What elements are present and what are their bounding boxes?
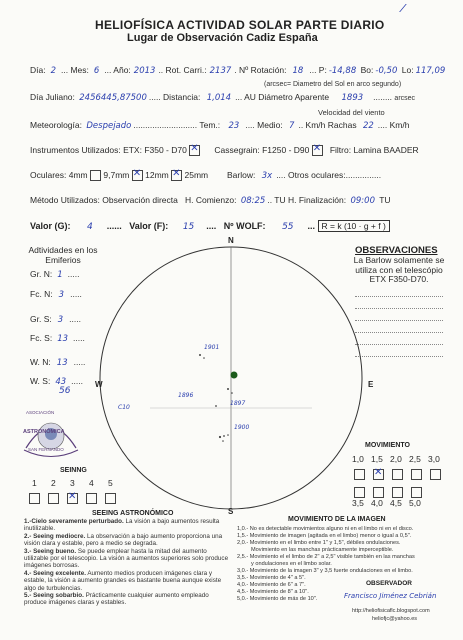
group-label: 1896 bbox=[178, 392, 194, 399]
instruments-row: Instrumentos Utilizados: ETX: F350 - D70 ✕ Cassegrain: F1250 - D90 ✕ Filtro: Lamina BAADER bbox=[30, 145, 419, 156]
metodo-row: Método Utilizados: Observación directa H. Comienzo: 08:25 .. TU H. Finalización: 09:00 TU bbox=[30, 195, 391, 206]
barlow-value: 3x bbox=[261, 171, 273, 181]
spot bbox=[227, 388, 229, 390]
disk-west-label: W bbox=[95, 380, 103, 389]
mov-5-0-checkbox[interactable] bbox=[411, 487, 422, 498]
seeing-5-checkbox[interactable] bbox=[105, 493, 116, 504]
observador-mail[interactable]: heliofjc@yahoo.es bbox=[372, 616, 418, 622]
julian-row: Día Juliano: 2456445,87500 ..... Distancia: 1,014 ... AU Diámetro Aparente 1893 ........ arcsec bbox=[30, 92, 416, 103]
ano-value: 2013 bbox=[133, 66, 156, 76]
seeing-4-checkbox[interactable] bbox=[86, 493, 97, 504]
spot bbox=[203, 357, 205, 359]
mov-imagen-title: MOVIMIENTO DE LA IMAGEN bbox=[288, 516, 386, 523]
page-subtitle: Lugar de Observación Cadiz España bbox=[127, 32, 318, 44]
mov-2-5-checkbox[interactable] bbox=[411, 469, 422, 480]
seeing-astro-title: SEEING ASTRONÓMICO bbox=[92, 510, 174, 517]
observaciones-title: OBSERVACIONES bbox=[355, 245, 438, 256]
spot bbox=[199, 354, 201, 356]
seeing-title: SEINNG bbox=[60, 467, 87, 474]
mov-4-5-checkbox[interactable] bbox=[392, 487, 403, 498]
spot bbox=[223, 435, 225, 437]
mov-imagen-item: y ondulaciones en el limbo solar. bbox=[251, 561, 332, 567]
mov-imagen-item: 4,5.- Movimiento de 8" a 10". bbox=[237, 589, 309, 595]
p-value: -14,88 bbox=[328, 66, 357, 76]
mov-2-0-checkbox[interactable] bbox=[392, 469, 403, 480]
medio-value: 7 bbox=[289, 121, 295, 131]
mov-imagen-item: Movimiento en las manchas prácticamente imperceptible. bbox=[251, 547, 394, 553]
mov-imagen-item: 2,0.- Movimiento en el limbo entre 1" y 1,5", débiles ondulaciones. bbox=[237, 540, 401, 546]
seeing-astro-item: 2.- Seeing mediocre. La observación a bajo aumento proporciona una visión clara y estable, pero a medio se degrada. bbox=[24, 532, 223, 548]
meteo-row: Meteorología: Despejado ........................... Tem.: 23 .... Medio: 7 .. Km/h Rachas 22 .... Km/h bbox=[30, 120, 410, 131]
mov-imagen-item: 1,5.- Movimiento de imagen (agitada en el limbo) menor o igual a 0,5". bbox=[237, 533, 412, 539]
seeing-astro-item: 5.- Seeing sobarbio. Prácticamente cualquier aumento empleado produce imágenes claras y estables. bbox=[24, 592, 209, 607]
astronomical-association-logo bbox=[16, 408, 86, 462]
seeing-numbers: 1 2 3 4 5 bbox=[32, 478, 113, 488]
comienzo-value: 08:25 bbox=[240, 196, 266, 206]
observador-label: OBSERVADOR bbox=[366, 580, 412, 587]
tem-value: 23 bbox=[228, 121, 240, 131]
sun-disk-diagram bbox=[90, 232, 380, 522]
mov-4-0-checkbox[interactable] bbox=[373, 487, 384, 498]
logo-top-text: ASOCIACIÓN bbox=[26, 410, 55, 415]
etx-checkbox[interactable] bbox=[189, 145, 200, 156]
seeing-astro-item: 3.- Seeing bueno. Se puede emplear hasta la mitad del aumento utilizable por el telescopio. La visión a aumentos superiores solo produce imágenes borrosas. bbox=[24, 547, 229, 570]
page-title: HELIOFÍSICA ACTIVIDAD SOLAR PARTE DIARIO bbox=[95, 18, 385, 32]
wind-title: Velocidad del viento bbox=[318, 108, 385, 117]
spot bbox=[219, 436, 221, 438]
hemisferios-title: Adtividades en los Emiferios bbox=[28, 245, 98, 265]
final-value: 09:00 bbox=[350, 196, 375, 206]
seeing-checkboxes bbox=[29, 490, 116, 508]
mov-3-0-checkbox[interactable] bbox=[430, 469, 441, 480]
mov-imagen-item: 1,0.- No es detectable movimientos alguno ni en el limbo ni en el disco. bbox=[237, 526, 414, 532]
movimiento-row1: 1,0 1,5 2,0 2,5 3,0 bbox=[352, 454, 440, 464]
mov-imagen-item: 2,5.- Movimiento el el limbo de 2" a 2,5" visible también en las manchas bbox=[237, 554, 415, 560]
dist-value: 1,014 bbox=[206, 93, 232, 103]
ocular-12mm-checkbox[interactable] bbox=[171, 170, 182, 181]
valores-row: Valor (G): 4 ...... Valor (F): 15 .... Nº WOLF: 55 ... R = k (10 · g + f ) bbox=[30, 221, 390, 232]
seeing-astro-item: 1.-Cielo severamente perturbado. La visión a bajo aumentos resulta inutilizable. bbox=[24, 518, 220, 533]
gs-row: Gr. S: 3 ..... bbox=[30, 314, 81, 325]
julian-value: 2456445,87500 bbox=[79, 93, 147, 103]
observador-signature: Francisco Jiménez Cebrián bbox=[344, 592, 437, 600]
spot bbox=[222, 440, 224, 442]
date-row: Día: 2 ... Mes: 6 ... Año: 2013 .. Rot. Carri.: 2137 . Nº Rotación: 18 ... P: -14,88 Bo: -0,50 Lo: 117,09 bbox=[30, 65, 446, 76]
mov-imagen-item: 3,0.- Movimiento de la imagen 3" y 3,5 fuerte ondulaciones en el limbo. bbox=[237, 568, 413, 574]
fcs-row: Fc. S: 13 ..... bbox=[30, 333, 85, 344]
mov-1-5-checkbox[interactable] bbox=[373, 469, 384, 480]
rachas-value: 22 bbox=[362, 121, 374, 131]
seeing-astro-item: 4.- Seeing excelente. Aumento medios producen imágenes clara y estable, la visión a aumento grandes es bastante buena aunque existe algo de turbulencias. bbox=[24, 569, 222, 592]
ocular-97mm-checkbox[interactable] bbox=[132, 170, 143, 181]
rot-value: 2137 bbox=[209, 66, 232, 76]
movimiento-row2: 3,5 4,0 4,5 5,0 bbox=[352, 498, 421, 508]
fcn-row: Fc. N: 3 ..... bbox=[30, 289, 82, 300]
corner-mark: ⁄ bbox=[402, 2, 404, 15]
mov-imagen-item: 4,0.- Movimiento de 6" a 7". bbox=[237, 582, 306, 588]
seeing-3-checkbox[interactable] bbox=[67, 493, 78, 504]
observaciones-text: La Barlow solamente se utiliza con el telescópio ETX F350-D70. bbox=[353, 255, 445, 284]
wn-row: W. N: 13 ..... bbox=[30, 357, 86, 368]
mov-imagen-item: 3,5.- Movimiento de 4" a 5". bbox=[237, 575, 306, 581]
logo-mid-text: ASTRONÓMICA bbox=[23, 429, 65, 435]
group-label: 1900 bbox=[234, 424, 250, 431]
logo-sub-text: SAN FERNANDO bbox=[28, 447, 64, 452]
oculares-row: Oculares: 4mm 9,7mm ✕ 12mm ✕ 25mm Barlow: 3x .... Otros oculares:............... bbox=[30, 170, 381, 181]
diam-value: 1893 bbox=[341, 93, 364, 103]
c-label: C10 bbox=[118, 404, 130, 411]
observador-web[interactable]: http://heliofisicaflc.blogspot.com bbox=[352, 608, 430, 614]
f-value: 15 bbox=[182, 222, 195, 232]
wolf-value: 55 bbox=[282, 222, 294, 232]
spot bbox=[231, 392, 233, 394]
mov-imagen-item: 5,0.- Movimiento de más de 10". bbox=[237, 596, 318, 602]
g-value: 4 bbox=[87, 222, 93, 232]
ws-row: W. S: 43 ..... bbox=[30, 376, 83, 387]
spot-green bbox=[231, 372, 238, 379]
wolf-formula: R = k (10 · g + f ) bbox=[318, 220, 390, 232]
seeing-astro-list bbox=[24, 518, 229, 607]
l-value: 117,09 bbox=[415, 66, 446, 76]
mov-3-5-checkbox[interactable] bbox=[354, 487, 365, 498]
cassegrain-checkbox[interactable] bbox=[312, 145, 323, 156]
meteo-value: Despejado bbox=[86, 121, 132, 131]
group-label: 1901 bbox=[204, 344, 220, 351]
seeing-2-checkbox[interactable] bbox=[48, 493, 59, 504]
mov-1-0-checkbox[interactable] bbox=[354, 469, 365, 480]
w-total: 56 bbox=[59, 386, 71, 396]
group-label: 1897 bbox=[230, 400, 246, 407]
movimiento-boxes-row1 bbox=[354, 466, 441, 484]
dia-value: 2 bbox=[50, 66, 57, 76]
disk-east-label: E bbox=[368, 380, 374, 389]
nrot-value: 18 bbox=[292, 66, 304, 76]
disk-north-label: N bbox=[228, 236, 234, 245]
disk-south-label: S bbox=[228, 507, 234, 516]
spot bbox=[215, 405, 217, 407]
gn-row: Gr. N: 1 ..... bbox=[30, 269, 80, 280]
movimiento-title: MOVIMIENTO bbox=[365, 442, 410, 449]
ocular-4mm-checkbox[interactable] bbox=[90, 170, 101, 181]
arcsec-note: (arcsec= Diametro del Sol en arco segundo) bbox=[264, 81, 402, 88]
mes-value: 6 bbox=[93, 66, 100, 76]
b-value: -0,50 bbox=[375, 66, 398, 76]
seeing-1-checkbox[interactable] bbox=[29, 493, 40, 504]
spot bbox=[227, 434, 229, 436]
